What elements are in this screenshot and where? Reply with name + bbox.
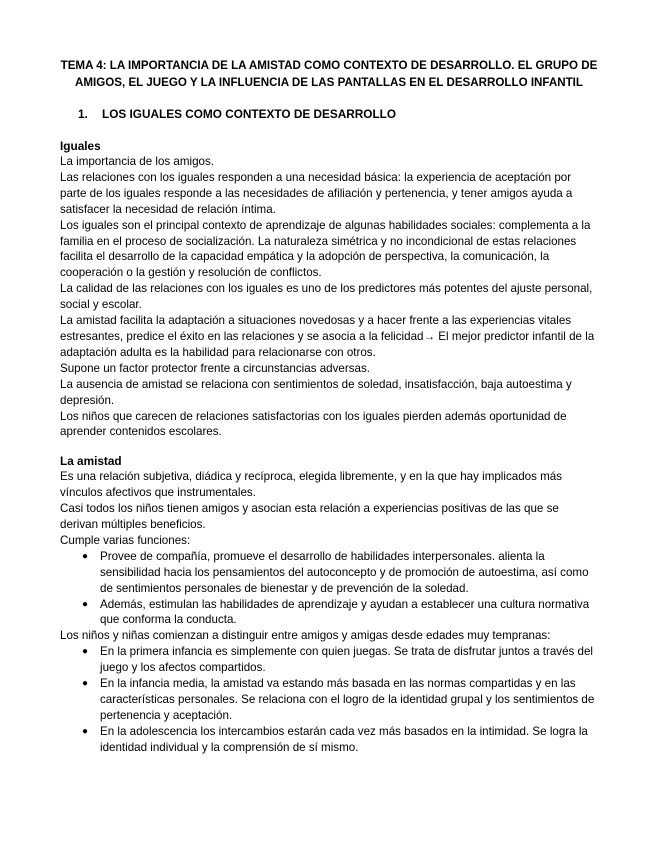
document-title: TEMA 4: LA IMPORTANCIA DE LA AMISTAD COMO CONTEXTO DE DESARROLLO. EL GRUPO DE AMIGOS, EL JUEGO Y LA INFLUENCIA DE LAS PANTALLAS EN EL DESARROLLO INFANTIL	[60, 59, 598, 89]
bullet-icon: ●	[82, 678, 89, 690]
bullet-icon: ●	[82, 550, 89, 562]
paragraph: La importancia de los amigos.	[60, 155, 215, 168]
list-item-text: Provee de compañía, promueve el desarrollo de habilidades interpersonales. alienta la sensibilidad hacia los pensamientos del autoconcepto y de promoción de autoestima, así como de sentimientos personales de bienestar y de prevención de la soledad.	[100, 549, 589, 595]
functions-list	[60, 549, 598, 629]
paragraph: Los niños y niñas comienzan a distinguir entre amigos y amigas desde edades muy tempranas:	[60, 629, 551, 643]
document-page	[60, 58, 598, 756]
section-number: 1.	[78, 107, 88, 121]
paragraph: Cumple varias funciones:	[60, 533, 191, 547]
list-item-text: En la infancia media, la amistad va estando más basada en las normas compartidas y en las características personales. Se relaciona con el logro de la identidad grupal y los sentimientos de pertenencia y aceptación.	[100, 677, 595, 722]
list-item-text: Además, estimulan las habilidades de aprendizaje y ayudan a establecer una cultura normativa que conforma la conducta.	[100, 597, 590, 627]
list-item	[60, 724, 598, 756]
paragraph: La ausencia de amistad se relaciona con sentimientos de soledad, insatisfacción, baja autoestima y depresión.	[60, 377, 572, 407]
paragraph: Los iguales son el principal contexto de aprendizaje de algunas habilidades sociales: complementa a la familia en el proceso de socialización. La naturaleza simétrica y no incondicional de estas relaciones facilita el desarrollo de la capacidad empática y la adopción de perspectiva, la comunicación, la cooperación o la gestión y resolución de conflictos.	[60, 218, 591, 280]
list-item-text: En la adolescencia los intercambios estarán cada vez más basados en la intimidad. Se logra la identidad individual y la comprensión de sí mismo.	[100, 724, 588, 754]
bullet-icon: ●	[82, 646, 89, 658]
paragraph: Supone un factor protector frente a circunstancias adversas.	[60, 361, 370, 375]
paragraph: Casi todos los niños tienen amigos y asocian esta relación a experiencias positivas de las que se derivan múltiples beneficios.	[60, 502, 559, 532]
bullet-icon: ●	[82, 725, 89, 737]
paragraph: Los niños que carecen de relaciones satisfactorias con los iguales pierden además oportunidad de aprender contenidos escolares.	[60, 409, 567, 439]
iguales-heading: Iguales	[60, 139, 101, 153]
list-item-text: En la primera infancia es simplemente con quien juegas. Se trata de disfrutar juntos a través del juego y los afectos compartidos.	[100, 645, 594, 675]
paragraph: Las relaciones con los iguales responden a una necesidad básica: la experiencia de aceptación por parte de los iguales responde a las necesidades de afiliación y pertenencia, y tener amigos ayuda a satisfacer la necesidad de relación íntima.	[60, 170, 573, 216]
stages-list	[60, 644, 598, 755]
amistad-heading: La amistad	[60, 454, 122, 469]
list-item	[60, 549, 598, 597]
paragraph: Es una relación subjetiva, diádica y recíproca, elegida libremente, y en la que hay implicados más vínculos afectivos que instrumentales.	[60, 470, 563, 500]
list-item	[60, 644, 598, 676]
list-item	[60, 597, 598, 629]
paragraph: La amistad facilita la adaptación a situaciones novedosas y a hacer frente a las experiencias vitales estresantes, predice el éxito en las relaciones y se asocia a la felicidad→ El mejor predictor infantil de la adaptación adulta es la habilidad para relacionarse con otros.	[60, 314, 595, 359]
list-item	[60, 676, 598, 724]
section-heading	[60, 106, 598, 122]
paragraph: La calidad de las relaciones con los iguales es uno de los predictores más potentes del ajuste personal, social y escolar.	[60, 282, 593, 312]
section-title: LOS IGUALES COMO CONTEXTO DE DESARROLLO	[102, 107, 397, 121]
bullet-icon: ●	[82, 598, 89, 610]
